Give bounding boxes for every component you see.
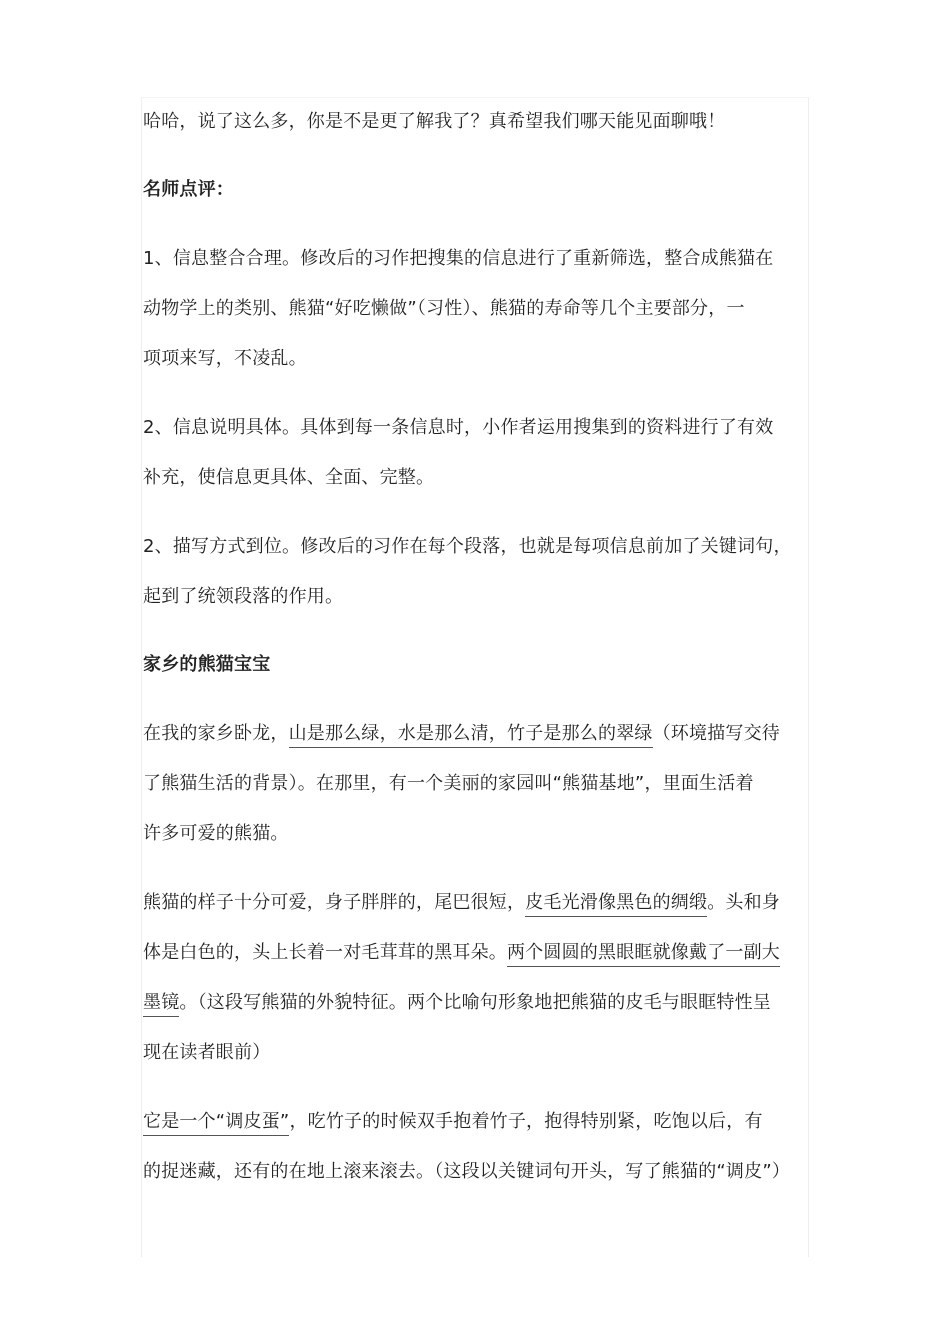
intro-line: 哈哈，说了这么多，你是不是更了解我了？真希望我们哪天能见面聊哦！ <box>143 111 726 132</box>
review-2-line-2: 补充，使信息更具体、全面、完整。 <box>143 467 435 488</box>
review-1-line-1: 1、信息整合合理。修改后的习作把搜集的信息进行了重新筛选，整合成熊猫在 <box>143 248 774 269</box>
para-3-text-a: ，吃竹子的时候双手抱着竹子，抱得特别紧，吃饱以后，有 <box>289 1111 763 1132</box>
para-3-line-1 <box>143 1110 763 1134</box>
para-1-text-b: （环境描写交待 <box>652 723 781 744</box>
para-2-line-4: 现在读者眼前） <box>143 1042 271 1063</box>
para-2-underlined-1: 皮毛光滑像黑色的绸缎 <box>525 892 707 917</box>
page-frame <box>141 97 809 1257</box>
para-2-text-b: 。头和身 <box>707 892 781 913</box>
para-1-text-a: 在我的家乡卧龙， <box>143 723 289 744</box>
para-2-text-d: 。（这段写熊猫的外貌特征。两个比喻句形象地把熊猫的皮毛与眼眶特性呈 <box>179 992 772 1013</box>
review-3-line-1: 2、描写方式到位。修改后的习作在每个段落，也就是每项信息前加了关键词句， <box>143 536 792 557</box>
para-2-text-a: 熊猫的样子十分可爱，身子胖胖的，尾巴很短， <box>143 892 526 913</box>
review-heading: 名师点评： <box>143 179 234 200</box>
para-1-line-2: 了熊猫生活的背景）。在那里，有一个美丽的家园叫“熊猫基地”，里面生活着 <box>143 773 754 794</box>
para-1-line-3: 许多可爱的熊猫。 <box>143 823 289 844</box>
para-1-line-1 <box>143 722 780 746</box>
para-2-line-2 <box>143 941 780 965</box>
review-3-line-2: 起到了统领段落的作用。 <box>143 586 344 607</box>
para-2-underlined-2: 两个圆圆的黑眼眶就像戴了一副大 <box>507 942 780 967</box>
review-2-line-1: 2、信息说明具体。具体到每一条信息时，小作者运用搜集到的资料进行了有效 <box>143 417 774 438</box>
review-1-line-2: 动物学上的类别、熊猫“好吃懒做”（习性）、熊猫的寿命等几个主要部分，一 <box>143 298 745 319</box>
para-2-line-1 <box>143 891 780 915</box>
para-2-line-3 <box>143 991 771 1015</box>
para-2-text-c: 体是白色的，头上长着一对毛茸茸的黑耳朵。 <box>143 942 507 963</box>
essay-title: 家乡的熊猫宝宝 <box>143 654 271 675</box>
review-1-line-3: 项项来写，不凌乱。 <box>143 348 307 369</box>
para-1-underlined: 山是那么绿，水是那么清，竹子是那么的翠绿 <box>289 723 653 748</box>
para-3-line-2: 的捉迷藏，还有的在地上滚来滚去。（这段以关键词句开头，写了熊猫的“调皮”） <box>143 1161 791 1182</box>
para-3-underlined: 它是一个“调皮蛋” <box>143 1111 289 1136</box>
para-2-underlined-3: 墨镜 <box>143 992 179 1017</box>
